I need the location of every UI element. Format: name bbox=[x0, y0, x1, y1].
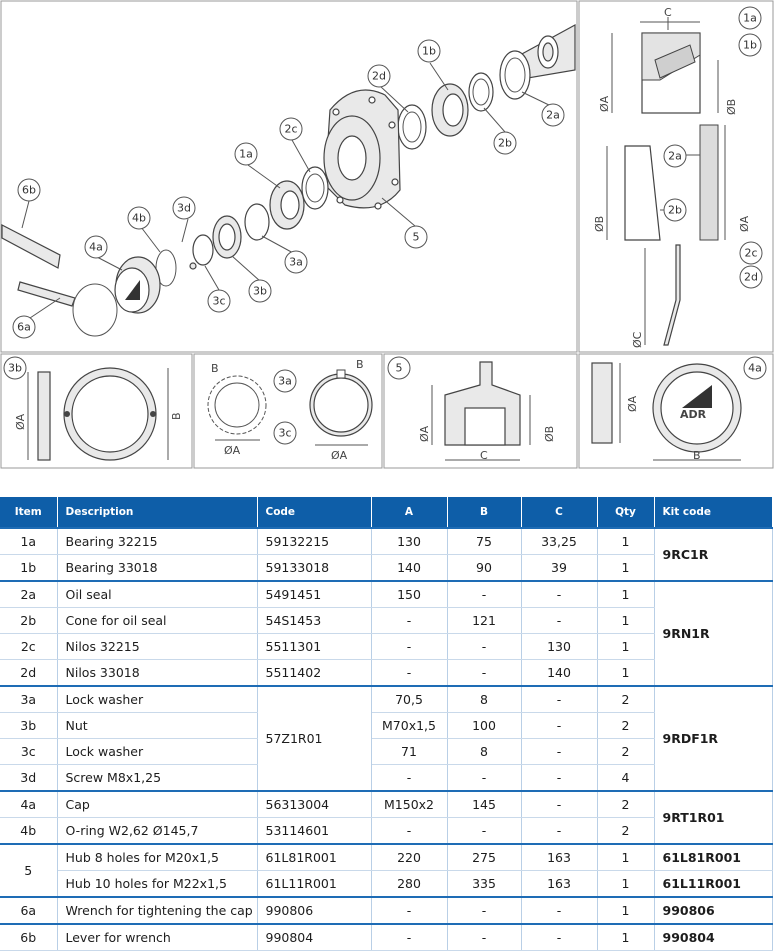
cell-description: Lock washer bbox=[57, 686, 257, 713]
callout-3a bbox=[285, 251, 307, 273]
cap-logo-text: ADR bbox=[680, 408, 707, 421]
dim-a-label-1: ØA bbox=[598, 95, 611, 112]
cell-code: 54S1453 bbox=[257, 608, 371, 634]
cell-description: Nilos 33018 bbox=[57, 660, 257, 687]
svg-text:1b: 1b bbox=[422, 44, 436, 58]
cell-a: - bbox=[371, 897, 447, 924]
header-code: Code bbox=[257, 497, 371, 528]
cell-qty: 1 bbox=[597, 844, 654, 871]
cell-code: 59133018 bbox=[257, 555, 371, 582]
cell-a: - bbox=[371, 634, 447, 660]
cell-c: 163 bbox=[521, 871, 597, 898]
table-row bbox=[0, 581, 772, 608]
svg-text:5: 5 bbox=[395, 361, 403, 375]
callout-4b bbox=[128, 207, 150, 229]
cell-b: 335 bbox=[447, 871, 521, 898]
cell-c: - bbox=[521, 791, 597, 818]
cell-c: 33,25 bbox=[521, 528, 597, 555]
cell-description: Hub 8 holes for M20x1,5 bbox=[57, 844, 257, 871]
cell-a: - bbox=[371, 818, 447, 845]
dim-a-label-3c: ØA bbox=[224, 444, 241, 457]
cell-qty: 1 bbox=[597, 924, 654, 951]
callout-2c bbox=[280, 118, 302, 140]
cell-a: - bbox=[371, 765, 447, 792]
cell-c: 163 bbox=[521, 844, 597, 871]
header-b: B bbox=[447, 497, 521, 528]
callout-3b-detail bbox=[4, 357, 26, 379]
svg-text:1b: 1b bbox=[743, 38, 757, 52]
cell-qty: 1 bbox=[597, 608, 654, 634]
cell-item: 2d bbox=[0, 660, 57, 687]
cell-code: 59132215 bbox=[257, 528, 371, 555]
cell-qty: 2 bbox=[597, 739, 654, 765]
table-header-row bbox=[0, 497, 772, 528]
cell-a: - bbox=[371, 660, 447, 687]
screw-3d bbox=[190, 263, 196, 269]
cell-code: 61L81R001 bbox=[257, 844, 371, 871]
hub-5 bbox=[324, 90, 400, 209]
cell-b: 121 bbox=[447, 608, 521, 634]
callout-5-detail bbox=[388, 357, 410, 379]
cell-c: - bbox=[521, 686, 597, 713]
cell-qty: 1 bbox=[597, 871, 654, 898]
callout-3c bbox=[208, 290, 230, 312]
bearing-1b bbox=[432, 84, 468, 136]
cell-kit-code: 9RC1R bbox=[654, 528, 772, 581]
cell-description: Cap bbox=[57, 791, 257, 818]
cell-b: - bbox=[447, 660, 521, 687]
dim-c-label-2: ØC bbox=[631, 331, 644, 348]
cell-b: 8 bbox=[447, 739, 521, 765]
dim-a-label-2: ØA bbox=[738, 215, 751, 232]
callout-3c-detail bbox=[274, 422, 296, 444]
cell-description: Bearing 32215 bbox=[57, 528, 257, 555]
cell-c: 130 bbox=[521, 634, 597, 660]
cell-description: Bearing 33018 bbox=[57, 555, 257, 582]
callout-2b bbox=[494, 132, 516, 154]
svg-text:2d: 2d bbox=[744, 270, 758, 284]
table-row bbox=[0, 871, 772, 898]
svg-text:2a: 2a bbox=[668, 149, 682, 163]
lock-washer-3a bbox=[245, 204, 269, 240]
svg-text:3d: 3d bbox=[177, 201, 191, 215]
svg-text:3a: 3a bbox=[278, 374, 292, 388]
cell-c: - bbox=[521, 897, 597, 924]
cell-code: 990804 bbox=[257, 924, 371, 951]
cell-description: Cone for oil seal bbox=[57, 608, 257, 634]
cell-item: 1a bbox=[0, 528, 57, 555]
svg-text:4b: 4b bbox=[132, 211, 146, 225]
cell-a: - bbox=[371, 924, 447, 951]
svg-text:3b: 3b bbox=[253, 284, 267, 298]
cell-c: - bbox=[521, 818, 597, 845]
cell-c: 140 bbox=[521, 660, 597, 687]
cell-b: 275 bbox=[447, 844, 521, 871]
cell-b: 90 bbox=[447, 555, 521, 582]
svg-text:3a: 3a bbox=[289, 255, 303, 269]
cap-4a bbox=[115, 257, 160, 313]
parts-table bbox=[0, 497, 776, 951]
cell-kit-code: 61L81R001 bbox=[654, 844, 772, 871]
cell-qty: 1 bbox=[597, 660, 654, 687]
cell-item: 3a bbox=[0, 686, 57, 713]
cell-item: 6b bbox=[0, 924, 57, 951]
cell-b: - bbox=[447, 924, 521, 951]
svg-text:6b: 6b bbox=[22, 183, 36, 197]
table-row bbox=[0, 897, 772, 924]
cell-qty: 1 bbox=[597, 897, 654, 924]
cell-kit-code: 990804 bbox=[654, 924, 772, 951]
cell-b: - bbox=[447, 634, 521, 660]
svg-text:2c: 2c bbox=[284, 122, 298, 136]
callout-2a-detail bbox=[664, 145, 686, 167]
cell-description: Wrench for tightening the cap bbox=[57, 897, 257, 924]
cell-kit-code: 9RDF1R bbox=[654, 686, 772, 791]
cap-side-view bbox=[592, 363, 612, 443]
cell-kit-code: 61L11R001 bbox=[654, 871, 772, 898]
callout-6b bbox=[18, 179, 40, 201]
callout-1b bbox=[418, 40, 440, 62]
cell-item: 2c bbox=[0, 634, 57, 660]
cell-code: 61L11R001 bbox=[257, 871, 371, 898]
dim-B-label-4a: B bbox=[693, 449, 701, 462]
cell-a: 220 bbox=[371, 844, 447, 871]
svg-text:3c: 3c bbox=[278, 426, 292, 440]
cell-item: 3c bbox=[0, 739, 57, 765]
cell-item: 4b bbox=[0, 818, 57, 845]
cell-c: 39 bbox=[521, 555, 597, 582]
svg-text:3c: 3c bbox=[212, 294, 226, 308]
cell-code: 5511402 bbox=[257, 660, 371, 687]
cell-item: 3b bbox=[0, 713, 57, 739]
svg-text:2c: 2c bbox=[744, 246, 758, 260]
callout-6a bbox=[13, 316, 35, 338]
dim-a-label-5: ØA bbox=[418, 425, 431, 442]
cell-code: 53114601 bbox=[257, 818, 371, 845]
cell-code: 5511301 bbox=[257, 634, 371, 660]
callout-1a bbox=[235, 143, 257, 165]
cell-c: - bbox=[521, 739, 597, 765]
cell-a: 140 bbox=[371, 555, 447, 582]
cell-a: 70,5 bbox=[371, 686, 447, 713]
cell-kit-code: 9RN1R bbox=[654, 581, 772, 686]
svg-text:2b: 2b bbox=[498, 136, 512, 150]
dim-a-label-4a: ØA bbox=[626, 395, 639, 412]
header-qty: Qty bbox=[597, 497, 654, 528]
cell-a: M70x1,5 bbox=[371, 713, 447, 739]
callout-1b-detail bbox=[739, 34, 761, 56]
callout-5 bbox=[405, 226, 427, 248]
callout-2b-detail bbox=[664, 199, 686, 221]
exploded-parts-diagram bbox=[0, 0, 776, 470]
svg-text:5: 5 bbox=[412, 230, 420, 244]
cell-item: 2a bbox=[0, 581, 57, 608]
table-row bbox=[0, 844, 772, 871]
dim-C-label-5: C bbox=[480, 449, 488, 462]
svg-text:1a: 1a bbox=[239, 147, 253, 161]
cell-description: Lock washer bbox=[57, 739, 257, 765]
cell-code: 990806 bbox=[257, 897, 371, 924]
cell-item: 1b bbox=[0, 555, 57, 582]
cell-item: 3d bbox=[0, 765, 57, 792]
cell-c: - bbox=[521, 713, 597, 739]
exploded-view-panel bbox=[1, 1, 577, 352]
cell-item: 5 bbox=[0, 844, 57, 897]
cell-qty: 1 bbox=[597, 555, 654, 582]
cell-b: - bbox=[447, 897, 521, 924]
svg-text:2b: 2b bbox=[668, 203, 682, 217]
cell-qty: 2 bbox=[597, 686, 654, 713]
cell-description: Screw M8x1,25 bbox=[57, 765, 257, 792]
svg-text:3b: 3b bbox=[8, 361, 22, 375]
cell-qty: 2 bbox=[597, 818, 654, 845]
cell-code: 57Z1R01 bbox=[257, 686, 371, 791]
callout-4a-detail bbox=[744, 357, 766, 379]
cell-b: - bbox=[447, 581, 521, 608]
callout-3a-detail bbox=[274, 370, 296, 392]
header-c: C bbox=[521, 497, 597, 528]
cell-c: - bbox=[521, 924, 597, 951]
cell-qty: 4 bbox=[597, 765, 654, 792]
header-kit-code: Kit code bbox=[654, 497, 772, 528]
dim-B-label-3c: B bbox=[211, 362, 219, 375]
callout-4a bbox=[85, 236, 107, 258]
dim-b-label-5: ØB bbox=[543, 425, 556, 442]
cell-qty: 1 bbox=[597, 528, 654, 555]
cell-a: - bbox=[371, 608, 447, 634]
cell-item: 4a bbox=[0, 791, 57, 818]
svg-text:2d: 2d bbox=[372, 69, 386, 83]
cell-description: O-ring W2,62 Ø145,7 bbox=[57, 818, 257, 845]
cell-b: 145 bbox=[447, 791, 521, 818]
header-description: Description bbox=[57, 497, 257, 528]
cell-qty: 2 bbox=[597, 713, 654, 739]
dim-b-label-2: ØB bbox=[593, 215, 606, 232]
table-row bbox=[0, 528, 772, 555]
cell-kit-code: 990806 bbox=[654, 897, 772, 924]
diagram-svg bbox=[0, 0, 776, 470]
parts-table-grid bbox=[0, 497, 773, 951]
cell-item: 2b bbox=[0, 608, 57, 634]
cell-c: - bbox=[521, 765, 597, 792]
nut-side-view bbox=[38, 372, 50, 460]
cell-description: Nut bbox=[57, 713, 257, 739]
header-item: Item bbox=[0, 497, 57, 528]
cell-a: M150x2 bbox=[371, 791, 447, 818]
cell-description: Oil seal bbox=[57, 581, 257, 608]
cell-code: 56313004 bbox=[257, 791, 371, 818]
dim-b-label-1: ØB bbox=[725, 98, 738, 115]
svg-text:1a: 1a bbox=[743, 11, 757, 25]
lock-washer-3c bbox=[193, 235, 213, 265]
cell-description: Lever for wrench bbox=[57, 924, 257, 951]
cell-c: - bbox=[521, 608, 597, 634]
cell-b: - bbox=[447, 765, 521, 792]
svg-text:4a: 4a bbox=[89, 240, 103, 254]
dim-B-label-3: B bbox=[170, 412, 183, 420]
bearing-1a bbox=[270, 181, 304, 229]
cell-description: Hub 10 holes for M22x1,5 bbox=[57, 871, 257, 898]
cell-b: 100 bbox=[447, 713, 521, 739]
cell-c: - bbox=[521, 581, 597, 608]
cell-qty: 1 bbox=[597, 581, 654, 608]
cell-kit-code: 9RT1R01 bbox=[654, 791, 772, 844]
callout-2d bbox=[368, 65, 390, 87]
dim-a-label-3: ØA bbox=[14, 413, 27, 430]
svg-text:4a: 4a bbox=[748, 361, 762, 375]
cell-a: 130 bbox=[371, 528, 447, 555]
table-row bbox=[0, 791, 772, 818]
table-row bbox=[0, 686, 772, 713]
dim-a-label-3a: ØA bbox=[331, 449, 348, 462]
cell-b: 8 bbox=[447, 686, 521, 713]
cell-description: Nilos 32215 bbox=[57, 634, 257, 660]
cell-a: 280 bbox=[371, 871, 447, 898]
svg-text:6a: 6a bbox=[17, 320, 31, 334]
callout-3d bbox=[173, 197, 195, 219]
cell-item: 6a bbox=[0, 897, 57, 924]
svg-text:2a: 2a bbox=[546, 108, 560, 122]
cell-code: 5491451 bbox=[257, 581, 371, 608]
cell-b: - bbox=[447, 818, 521, 845]
cell-a: 150 bbox=[371, 581, 447, 608]
callout-2c-detail bbox=[740, 242, 762, 264]
callout-3b bbox=[249, 280, 271, 302]
cell-a: 71 bbox=[371, 739, 447, 765]
callout-2d-detail bbox=[740, 266, 762, 288]
table-row bbox=[0, 924, 772, 951]
cell-qty: 1 bbox=[597, 634, 654, 660]
cell-b: 75 bbox=[447, 528, 521, 555]
dim-B-label-3a: B bbox=[356, 358, 364, 371]
cell-qty: 2 bbox=[597, 791, 654, 818]
callout-2a bbox=[542, 104, 564, 126]
callout-1a-detail bbox=[739, 7, 761, 29]
header-a: A bbox=[371, 497, 447, 528]
dim-c-label-1: C bbox=[664, 6, 672, 19]
